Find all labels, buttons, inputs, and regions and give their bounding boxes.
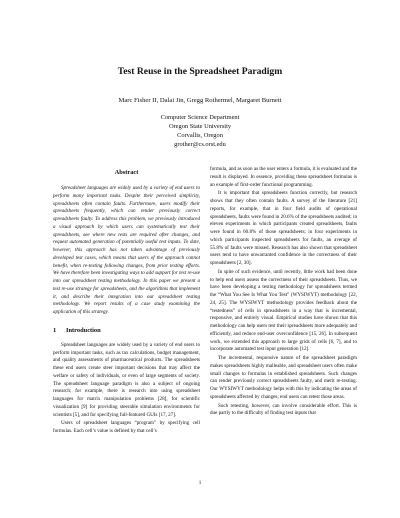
affiliation-dept: Computer Science Department: [160, 114, 240, 121]
affiliation-email: grother@cs.orst.edu: [174, 141, 226, 149]
body-paragraph: It is important that spreadsheets function correctly, but research shows that they often contain faults. A survey of the literature [21] reports, for example, that in four field audits of operational spreadsheets, faults were found in 20.6% of the spreadsheets audited; in eleven experiments in which participants created spreadsheets, faults were found in 60.8% of those spreadsheets; in four experiments in which participants inspected spreadsheets for faults, an average of 55.8% of faults were missed. Research has also shown that spreadsheet users tend to have unwarranted confidence in the correctness of their spreadsheets [2, 30].: [210, 190, 357, 266]
abstract-heading: Abstract: [114, 169, 139, 176]
section-heading-introduction: [53, 326, 200, 335]
body-paragraph: Users of spreadsheet languages “program” by specifying cell formulas. Each cell’s value is defined by that cell’s: [53, 420, 200, 434]
paper-title: Test Reuse in the Spreadsheet Paradigm: [117, 66, 283, 77]
body-paragraph: Spreadsheet languages are widely used by a variety of end users to perform important tasks, such as tax calculations, budget management, and quality assessments of pharmaceutical products. The spreadsheets these end users create steer important decisions that may affect the welfare or safety of individuals, or even of large segments of society. The spreadsheet language paradigm is also a subject of ongoing research; for example, there is research into using spreadsheet languages for matrix manipulation problems [28], for scientific visualization [9] for providing steerable simulation environments for scientists [5], and for specifying full-featured GUIs [17, 27].: [53, 341, 200, 418]
affiliation-university: Oregon State University: [168, 123, 232, 131]
body-paragraph: In spite of such evidence, until recently, little work had been done to help end users assess the correctness of their spreadsheets. Thus, we have been developing a testing methodology for spreadsheets termed the “What You See Is What You Test” (WYSIWYT) methodology [22, 24, 25]. The WYSIWYT methodology provides feedback about the “testedness” of cells in spreadsheets in a way that is incremental, responsive, and entirely visual. Empirical studies have shown that this methodology can help users test their spreadsheets more adequately and efficiently, and reduce end-user overconfidence [15, 26]. In subsequent work, we extended this approach to large grids of cells [6, 7], and to incorporate automated test input generation [12].: [210, 268, 357, 353]
right-column: [210, 166, 357, 419]
section-number: 1: [53, 326, 57, 334]
left-column: [53, 168, 200, 437]
body-paragraph: Such retesting, however, can involve considerable effort. This is due partly to the difficulty of finding test inputs that: [210, 402, 357, 417]
section-title: Introduction: [66, 326, 101, 334]
author-list: Marc Fisher II, Dalai Jin, Gregg Rothermel, Margaret Burnett: [118, 97, 282, 104]
affiliation-city: Corvallis, Oregon: [177, 132, 223, 140]
page-number: 1: [198, 480, 202, 486]
body-paragraph: The incremental, responsive nature of the spreadsheet paradigm makes spreadsheets highly malleable, and spreadsheet users often make small changes to formulas in established spreadsheets. Such changes can render previously correct spreadsheets faulty, and merit re-testing. Our WYSIWYT methodology helps with this by indicating the areas of spreadsheets affected by changes; end users can retest those areas.: [210, 355, 357, 400]
affiliation-block: [0, 113, 400, 149]
abstract-body: [53, 185, 200, 317]
body-paragraph: formula, and as soon as the user enters a formula, it is evaluated and the result is displayed. In essence, providing these spreadsheet formulas is an example of first-order functional programming.: [210, 166, 357, 188]
abstract-paragraph: Spreadsheet languages are widely used by a variety of end users to perform many important tasks. Despite their perceived simplicity, spreadsheets often contain faults. Furthermore, users modify their spreadsheets frequently, which can render previously correct spreadsheets faulty. To address this problem, we previously introduced a visual approach by which users can systematically test their spreadsheets, see where new tests are required after changes, and request automated generation of potentially useful test inputs. To date, however, this approach has not taken advantage of previously developed test cases, which means that users of the approach cannot benefit, when re-testing following changes, from prior testing efforts. We have therefore been investigating ways to add support for test re-use into our spreadsheet testing methodology. In this paper we present a test re-use strategy for spreadsheets, and the algorithms that implement it, and describe their integration into our spreadsheet testing methodology. We report results of a case study examining the application of this strategy.: [53, 185, 200, 315]
